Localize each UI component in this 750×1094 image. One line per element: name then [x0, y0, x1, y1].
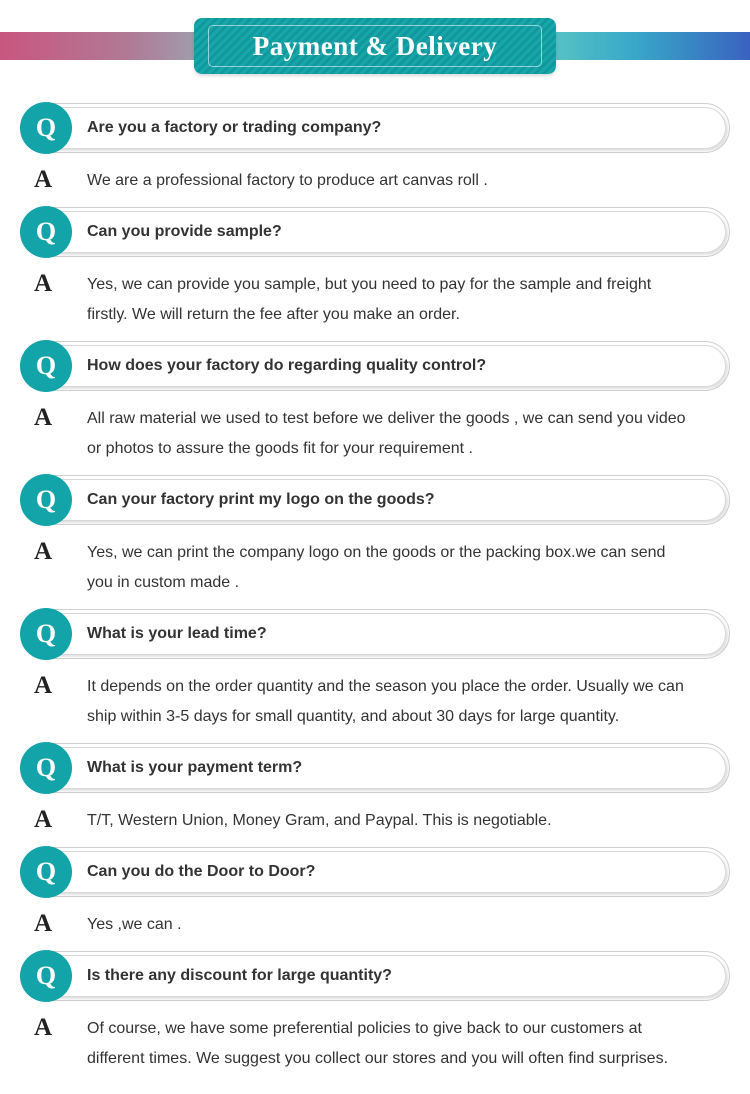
- answer-line: firstly. We will return the fee after you make an order.: [87, 306, 460, 323]
- answer-line: We are a professional factory to produce art canvas roll .: [87, 172, 488, 189]
- question-row: [0, 206, 750, 258]
- answer-letter: A: [34, 806, 53, 833]
- question-row: [0, 950, 750, 1002]
- page-header: [0, 0, 750, 90]
- question-badge: [20, 102, 72, 154]
- question-text: Can your factory print my logo on the goods?: [87, 491, 435, 508]
- question-badge: [20, 474, 72, 526]
- faq-item: [0, 102, 750, 206]
- answer-row: [0, 794, 750, 846]
- answer-line: All raw material we used to test before we deliver the goods , we can send you video: [87, 410, 686, 427]
- question-row: [0, 742, 750, 794]
- answer-text: [87, 404, 707, 464]
- answer-letter: A: [34, 672, 53, 699]
- question-letter: Q: [35, 217, 57, 246]
- answer-line: It depends on the order quantity and the season you place the order. Usually we can: [87, 678, 684, 695]
- answer-row: [0, 392, 750, 474]
- question-row: [0, 608, 750, 660]
- question-badge: [20, 950, 72, 1002]
- answer-letter: A: [34, 538, 53, 565]
- title-banner: [194, 18, 556, 74]
- answer-row: [0, 258, 750, 340]
- answer-line: different times. We suggest you collect our stores and you will often find surprises.: [87, 1050, 669, 1067]
- header-band-left: [0, 32, 215, 60]
- question-letter: Q: [35, 619, 57, 648]
- answer-text: [87, 910, 707, 940]
- question-row: [0, 474, 750, 526]
- question-badge: [20, 340, 72, 392]
- question-badge: [20, 742, 72, 794]
- page-title: Payment & Delivery: [252, 30, 498, 61]
- question-text: Can you do the Door to Door?: [87, 863, 316, 880]
- faq-list: [0, 102, 750, 1084]
- question-letter: Q: [35, 351, 57, 380]
- answer-text: [87, 672, 707, 732]
- question-letter: Q: [35, 753, 57, 782]
- question-text: What is your payment term?: [87, 759, 303, 776]
- question-text: How does your factory do regarding quality control?: [87, 357, 487, 374]
- answer-letter: A: [34, 270, 53, 297]
- answer-text: [87, 270, 707, 330]
- answer-line: Yes, we can provide you sample, but you need to pay for the sample and freight: [87, 276, 652, 293]
- answer-text: [87, 166, 707, 196]
- question-text: Are you a factory or trading company?: [87, 119, 382, 136]
- question-row: [0, 846, 750, 898]
- answer-line: or photos to assure the goods fit for your requirement .: [87, 440, 473, 457]
- question-letter: Q: [35, 485, 57, 514]
- faq-item: [0, 340, 750, 474]
- question-badge: [20, 846, 72, 898]
- answer-letter: A: [34, 1014, 53, 1041]
- question-text: Can you provide sample?: [87, 223, 282, 240]
- answer-row: [0, 898, 750, 950]
- answer-letter: A: [34, 166, 53, 193]
- answer-row: [0, 154, 750, 206]
- answer-text: [87, 538, 707, 598]
- question-letter: Q: [35, 113, 57, 142]
- question-row: [0, 102, 750, 154]
- answer-line: Of course, we have some preferential policies to give back to our customers at: [87, 1020, 642, 1037]
- question-letter: Q: [35, 961, 57, 990]
- question-text: Is there any discount for large quantity?: [87, 967, 392, 984]
- question-text: What is your lead time?: [87, 625, 267, 642]
- title-frame: [208, 25, 542, 67]
- answer-line: you in custom made .: [87, 574, 240, 591]
- faq-item: [0, 846, 750, 950]
- faq-item: [0, 608, 750, 742]
- answer-letter: A: [34, 910, 53, 937]
- answer-letter: A: [34, 404, 53, 431]
- header-band-right: [540, 32, 750, 60]
- faq-item: [0, 742, 750, 846]
- answer-line: ship within 3-5 days for small quantity, and about 30 days for large quantity.: [87, 708, 620, 725]
- answer-text: [87, 806, 707, 836]
- answer-line: T/T, Western Union, Money Gram, and Paypal. This is negotiable.: [87, 812, 552, 829]
- question-badge: [20, 608, 72, 660]
- question-row: [0, 340, 750, 392]
- answer-text: [87, 1014, 707, 1074]
- question-badge: [20, 206, 72, 258]
- answer-row: [0, 660, 750, 742]
- answer-line: Yes ,we can .: [87, 916, 182, 933]
- faq-item: [0, 206, 750, 340]
- answer-row: [0, 526, 750, 608]
- answer-row: [0, 1002, 750, 1084]
- faq-item: [0, 474, 750, 608]
- question-letter: Q: [35, 857, 57, 886]
- answer-line: Yes, we can print the company logo on the goods or the packing box.we can send: [87, 544, 666, 561]
- faq-item: [0, 950, 750, 1084]
